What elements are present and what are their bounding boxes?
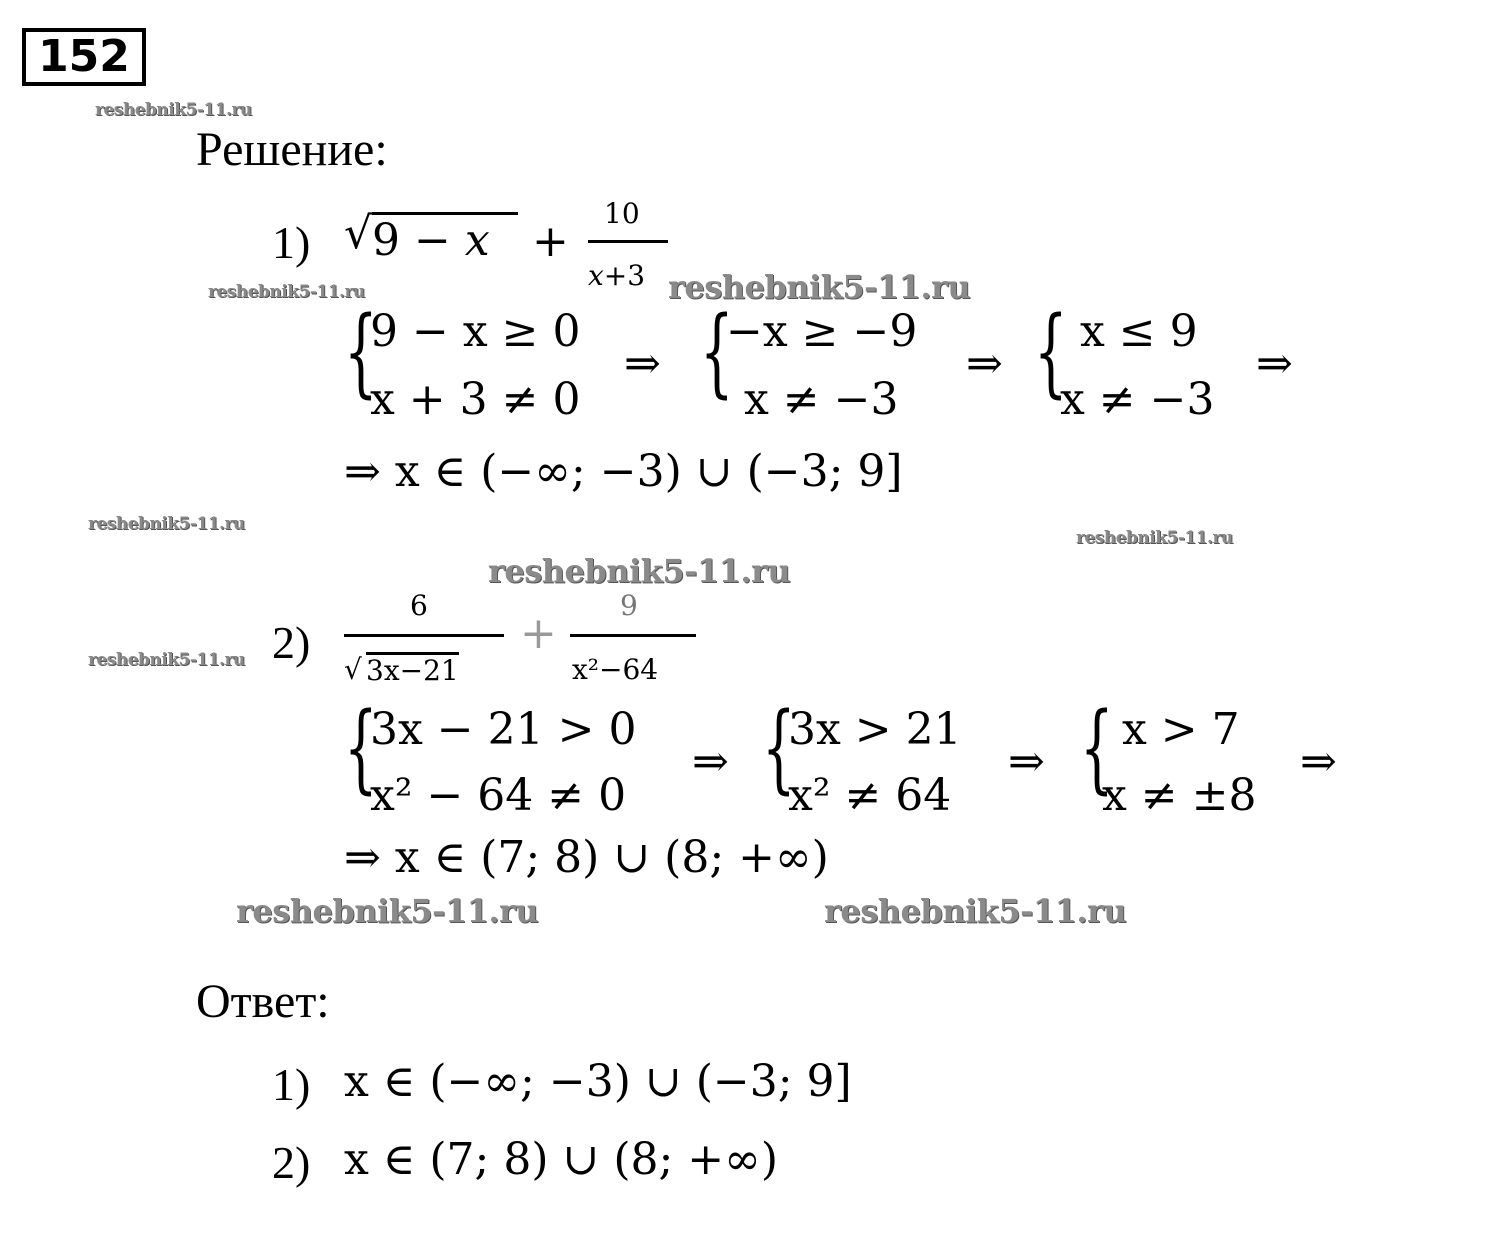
part-1-implies-3: ⇒ <box>1256 338 1293 389</box>
part-2-system-3-line-1: x > 7 <box>1122 704 1240 755</box>
part-2-implies-1: ⇒ <box>692 736 729 787</box>
part-2-system-3-brace: { <box>1080 692 1114 804</box>
watermark: reshebnik5-11.ru <box>88 650 245 670</box>
part-1-radicand: 9 − x <box>372 212 518 263</box>
part-2-label: 2) <box>272 617 311 668</box>
part-2-system-2-line-2: x² ≠ 64 <box>788 770 952 821</box>
part-2-system-1-line-2: x² − 64 ≠ 0 <box>370 770 627 821</box>
part-2-sqrt-sign: √ <box>344 653 362 686</box>
part-1-system-2-line-1: −x ≥ −9 <box>726 306 918 357</box>
part-2-fraction-bar-1 <box>344 634 504 637</box>
answer-2-text: x ∈ (7; 8) ∪ (8; +∞) <box>344 1134 778 1185</box>
watermark: reshebnik5-11.ru <box>488 552 791 590</box>
watermark: reshebnik5-11.ru <box>95 100 252 120</box>
problem-number: 152 <box>22 28 146 86</box>
part-1-system-3-brace: { <box>1034 296 1068 408</box>
part-1-implies-1: ⇒ <box>624 338 661 389</box>
part-1-denominator: x+3 <box>588 259 646 292</box>
part-2-result: ⇒ x ∈ (7; 8) ∪ (8; +∞) <box>344 832 829 883</box>
part-2-fraction-bar-2 <box>570 634 696 637</box>
part-2-implies-2: ⇒ <box>1008 736 1045 787</box>
watermark: reshebnik5-11.ru <box>88 514 245 534</box>
solution-heading: Решение: <box>196 123 388 176</box>
part-1-system-2-line-2: x ≠ −3 <box>744 374 899 425</box>
part-2-denominator-2: x²−64 <box>572 653 659 686</box>
part-1-system-2-brace: { <box>700 296 734 408</box>
part-2-system-3-line-2: x ≠ ±8 <box>1102 770 1257 821</box>
part-1-system-1-line-1: 9 − x ≥ 0 <box>370 306 581 357</box>
answer-1-text: x ∈ (−∞; −3) ∪ (−3; 9] <box>344 1056 852 1107</box>
part-2-implies-3: ⇒ <box>1300 736 1337 787</box>
part-2-plus: + <box>520 608 557 659</box>
watermark: reshebnik5-11.ru <box>1076 528 1233 548</box>
part-1-numerator: 10 <box>604 197 640 230</box>
part-1-label: 1) <box>272 217 311 268</box>
part-2-system-2-brace: { <box>762 692 796 804</box>
part-1-system-1-line-2: x + 3 ≠ 0 <box>370 374 581 425</box>
part-2-system-1-brace: { <box>344 692 378 804</box>
part-2-system-2-line-1: 3x > 21 <box>788 704 962 755</box>
part-1-result: ⇒ x ∈ (−∞; −3) ∪ (−3; 9] <box>344 446 903 497</box>
part-1-fraction-bar <box>588 240 668 243</box>
part-1-system-3-line-1: x ≤ 9 <box>1080 306 1198 357</box>
part-1-implies-2: ⇒ <box>966 338 1003 389</box>
answer-2-label: 2) <box>272 1137 311 1188</box>
watermark: reshebnik5-11.ru <box>668 268 971 306</box>
answer-heading: Ответ: <box>196 975 330 1028</box>
part-1-system-3-line-2: x ≠ −3 <box>1060 374 1215 425</box>
watermark: reshebnik5-11.ru <box>236 892 539 930</box>
part-1-system-1-brace: { <box>344 296 378 408</box>
part-1-sqrt-sign: √ <box>344 208 373 259</box>
watermark: reshebnik5-11.ru <box>208 282 365 302</box>
part-1-plus: + <box>532 216 569 267</box>
part-2-numerator-2: 9 <box>620 589 638 622</box>
part-2-system-1-line-1: 3x − 21 > 0 <box>370 704 637 755</box>
watermark: reshebnik5-11.ru <box>824 892 1127 930</box>
part-2-numerator-1: 6 <box>410 589 428 622</box>
answer-1-label: 1) <box>272 1059 311 1110</box>
part-2-radicand: 3x−21 <box>366 654 459 687</box>
